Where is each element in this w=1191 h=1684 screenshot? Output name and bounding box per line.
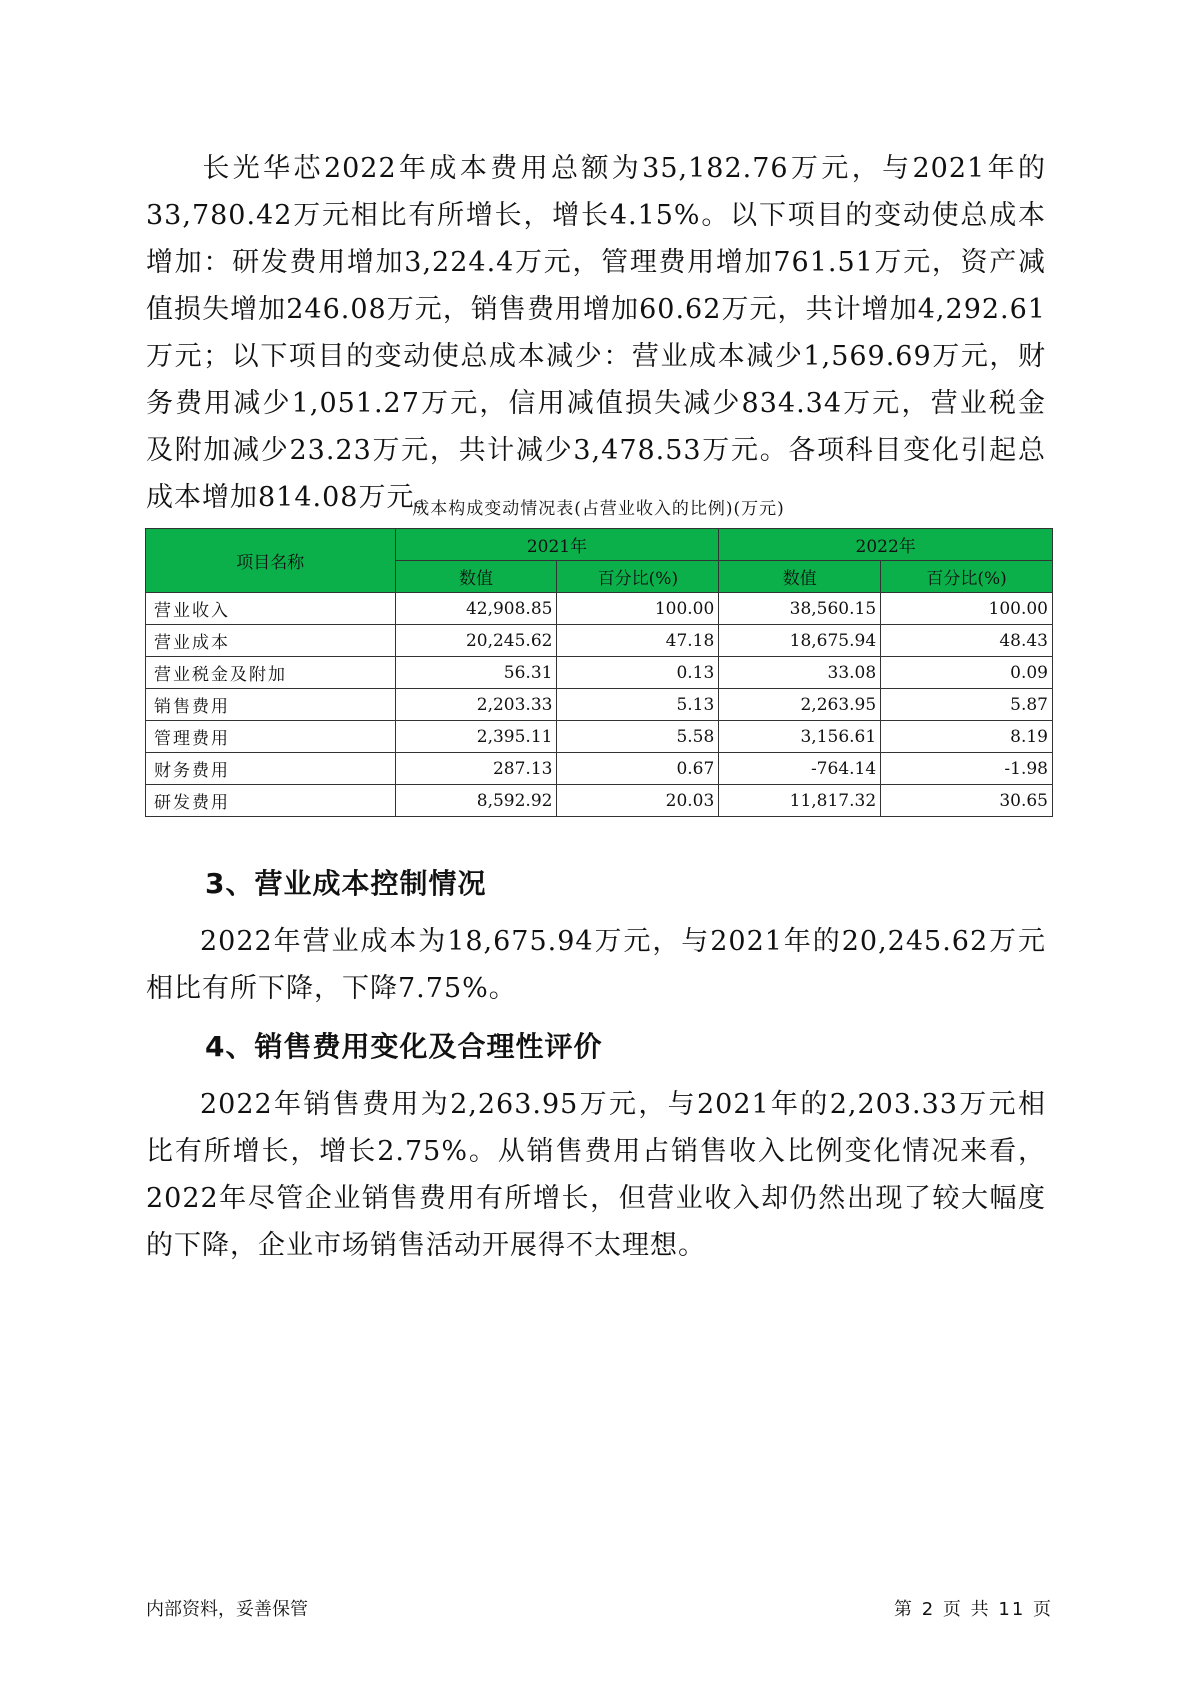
footer-confidential-note: 内部资料，妥善保管 (146, 1599, 308, 1620)
table-caption: 成本构成变动情况表(占营业收入的比例)(万元) (412, 499, 785, 519)
percent-2021: 0.67 (557, 753, 719, 785)
section3-paragraph-text: 2022年营业成本为18,675.94万元，与2021年的20,245.62万元相比有所下降，下降7.75%。 (146, 926, 1046, 1004)
table-row (146, 593, 1053, 625)
intro-paragraph-text: 长光华芯2022年成本费用总额为35,182.76万元，与2021年的33,780.42万元相比有所增长，增长4.15%。以下项目的变动使总成本增加：研发费用增加3,224.4万元，管理费用增加761.51万元，资产减值损失增加246.08万元，销售费用增加60.62万元，共计增加4,292.61万元；以下项目的变动使总成本减少：营业成本减少1,569.69万元，财务费用减少1,051.27万元，信用减值损失减少834.34万元，营业税金及附加减少23.23万元，共计减少3,478.53万元。各项科目变化引起总成本增加814.08万元。 (146, 153, 1046, 513)
row-name: 财务费用 (146, 753, 396, 785)
header-value-2022: 数值 (719, 561, 881, 593)
percent-2022: 30.65 (881, 785, 1053, 817)
value-2022: -764.14 (719, 753, 881, 785)
header-value-2021: 数值 (395, 561, 557, 593)
value-2021: 8,592.92 (395, 785, 557, 817)
table-row (146, 625, 1053, 657)
percent-2022: -1.98 (881, 753, 1053, 785)
table-row (146, 785, 1053, 817)
percent-2021: 5.13 (557, 689, 719, 721)
value-2021: 2,203.33 (395, 689, 557, 721)
percent-2021: 100.00 (557, 593, 719, 625)
percent-2021: 5.58 (557, 721, 719, 753)
section4-paragraph (146, 1081, 1046, 1269)
percent-2022: 100.00 (881, 593, 1053, 625)
value-2022: 18,675.94 (719, 625, 881, 657)
row-name: 营业收入 (146, 593, 396, 625)
section4-paragraph-text: 2022年销售费用为2,263.95万元，与2021年的2,203.33万元相比有所增长，增长2.75%。从销售费用占销售收入比例变化情况来看，2022年尽管企业销售费用有所增长，但营业收入却仍然出现了较大幅度的下降，企业市场销售活动开展得不太理想。 (146, 1089, 1046, 1261)
row-name: 研发费用 (146, 785, 396, 817)
section3-heading: 3、营业成本控制情况 (205, 867, 487, 900)
value-2021: 20,245.62 (395, 625, 557, 657)
value-2022: 38,560.15 (719, 593, 881, 625)
row-name: 销售费用 (146, 689, 396, 721)
section3-paragraph (146, 918, 1046, 1012)
cost-structure-table (145, 528, 1053, 817)
header-percent-2021: 百分比(%) (557, 561, 719, 593)
intro-paragraph (146, 145, 1046, 521)
header-year-2021: 2021年 (395, 529, 719, 561)
section4-heading: 4、销售费用变化及合理性评价 (205, 1030, 603, 1063)
value-2021: 2,395.11 (395, 721, 557, 753)
row-name: 管理费用 (146, 721, 396, 753)
percent-2021: 20.03 (557, 785, 719, 817)
row-name: 营业成本 (146, 625, 396, 657)
percent-2022: 0.09 (881, 657, 1053, 689)
percent-2021: 0.13 (557, 657, 719, 689)
percent-2022: 8.19 (881, 721, 1053, 753)
value-2022: 2,263.95 (719, 689, 881, 721)
value-2021: 42,908.85 (395, 593, 557, 625)
percent-2022: 48.43 (881, 625, 1053, 657)
header-percent-2022: 百分比(%) (881, 561, 1053, 593)
value-2022: 3,156.61 (719, 721, 881, 753)
table-row (146, 753, 1053, 785)
header-year-2022: 2022年 (719, 529, 1053, 561)
footer-page-number: 第 2 页 共 11 页 (894, 1599, 1053, 1620)
value-2022: 33.08 (719, 657, 881, 689)
table-row (146, 689, 1053, 721)
table-row (146, 721, 1053, 753)
table-row (146, 657, 1053, 689)
header-item-name: 项目名称 (146, 529, 396, 593)
value-2021: 287.13 (395, 753, 557, 785)
percent-2022: 5.87 (881, 689, 1053, 721)
row-name: 营业税金及附加 (146, 657, 396, 689)
value-2022: 11,817.32 (719, 785, 881, 817)
percent-2021: 47.18 (557, 625, 719, 657)
value-2021: 56.31 (395, 657, 557, 689)
